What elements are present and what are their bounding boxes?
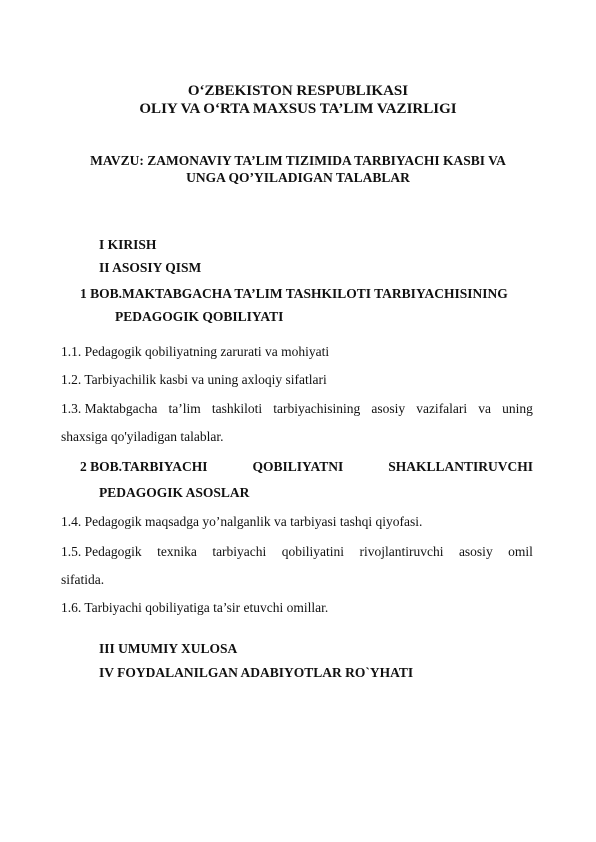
- topic-title-line2: UNGA QO’YILADIGAN TALABLAR: [186, 170, 410, 185]
- toc-chapter2-line2: PEDAGOGIK ASOSLAR: [99, 485, 250, 500]
- topic-title-line1: MAVZU: ZAMONAVIY TA’LIM TIZIMIDA TARBIYACHI KASBI VA: [90, 153, 506, 168]
- toc-item-1-5-line2: sifatida.: [61, 572, 105, 587]
- word: vazifalari: [416, 401, 468, 416]
- word: texnika: [157, 544, 197, 559]
- header-ministry: OLIY VA O‘RTA MAXSUS TA’LIM VAZIRLIGI: [139, 101, 457, 117]
- header-republic: O‘ZBEKISTON RESPUBLIKASI: [187, 83, 409, 99]
- toc-item-1-3-line2: shaxsiga qo'yiladigan talablar.: [61, 429, 224, 444]
- word: QOBILIYATNI: [252, 459, 344, 474]
- word: qobiliyatini: [281, 544, 345, 559]
- toc-item-1-3-line1: [61, 401, 533, 417]
- word: tashkiloti: [211, 401, 263, 416]
- toc-item-1-5-line1: [61, 544, 533, 560]
- word: 1.3. Maktabgacha: [61, 401, 158, 416]
- toc-chapter1-line1: 1 BOB.MAKTABGACHA TA’LIM TASHKILOTI TARBIYACHISINING: [80, 286, 508, 301]
- word: asosiy: [458, 544, 493, 559]
- word: rivojlantiruvchi: [359, 544, 444, 559]
- toc-conclusion: III UMUMIY XULOSA: [99, 641, 238, 656]
- word: SHAKLLANTIRUVCHI: [388, 459, 533, 474]
- word: tarbiyachisining: [273, 401, 361, 416]
- toc-item-1-6: 1.6. Tarbiyachi qobiliyatiga ta’sir etuvchi omillar.: [61, 600, 329, 615]
- word: 2 BOB.TARBIYACHI: [80, 459, 208, 474]
- word: omil: [508, 544, 533, 559]
- toc-main-part: II ASOSIY QISM: [99, 260, 202, 275]
- toc-item-1-4: 1.4. Pedagogik maqsadga yo’nalganlik va tarbiyasi tashqi qiyofasi.: [61, 514, 423, 529]
- word: ta’lim: [168, 401, 201, 416]
- toc-chapter1-line2: PEDAGOGIK QOBILIYATI: [115, 309, 284, 324]
- word: 1.5. Pedagogik: [61, 544, 142, 559]
- toc-references: IV FOYDALANILGAN ADABIYOTLAR RO`YHATI: [99, 665, 414, 680]
- toc-item-1-1: 1.1. Pedagogik qobiliyatning zarurati va mohiyati: [61, 344, 330, 359]
- word: tarbiyachi: [212, 544, 267, 559]
- word: asosiy: [371, 401, 406, 416]
- word: va: [478, 401, 492, 416]
- toc-chapter2-line1: [80, 459, 533, 475]
- toc-item-1-2: 1.2. Tarbiyachilik kasbi va uning axloqiy sifatlari: [61, 372, 327, 387]
- word: uning: [502, 401, 533, 416]
- toc-intro: I KIRISH: [99, 237, 157, 252]
